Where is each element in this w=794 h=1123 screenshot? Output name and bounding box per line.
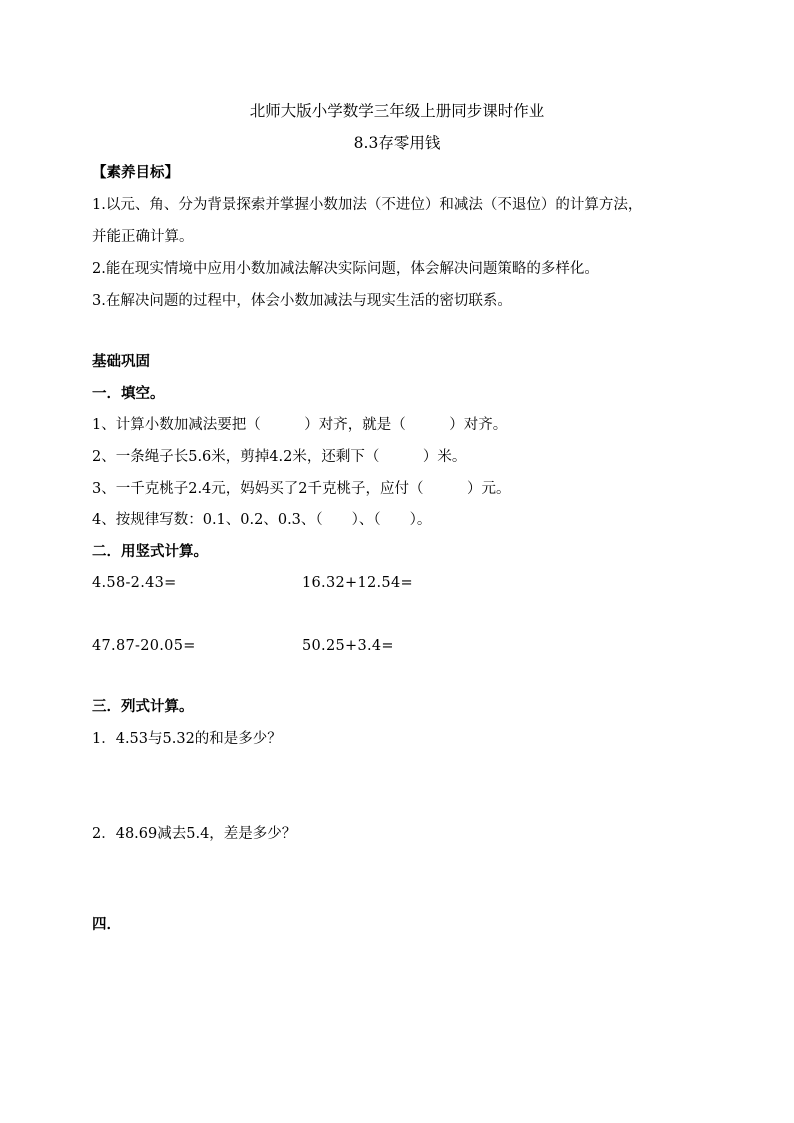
vertical-calc-1: 4.58-2.43= [92, 575, 177, 591]
page-subtitle: 8.3存零用钱 [353, 134, 441, 152]
basics-heading: 基础巩固 [92, 353, 150, 370]
goal-item-2: 2.能在现实情境中应用小数加减法解决实际问题，体会解决问题策略的多样化。 [92, 261, 599, 277]
word-problem-2: 2．48.69减去5.4，差是多少？ [92, 826, 297, 842]
fill-blank-question-4: 4、按规律写数：0.1、0.2、0.3、（ ）、（ ）。 [92, 512, 432, 528]
vertical-calc-4: 50.25+3.4= [302, 638, 394, 654]
page-title: 北师大版小学数学三年级上册同步课时作业 [249, 102, 545, 120]
vertical-calc-3: 47.87-20.05= [92, 638, 196, 654]
goal-item-3: 3.在解决问题的过程中，体会小数加减法与现实生活的密切联系。 [92, 293, 512, 309]
goal-item-1-line-2: 并能正确计算。 [92, 229, 194, 245]
goals-heading: 【素养目标】 [92, 164, 179, 181]
section-4-heading: 四． [92, 916, 121, 933]
fill-blank-question-3: 3、一千克桃子2.4元，妈妈买了2千克桃子，应付（ ）元。 [92, 481, 511, 497]
fill-blank-question-1: 1、计算小数加减法要把（ ）对齐，就是（ ）对齐。 [92, 417, 508, 433]
section-2-heading: 二．用竖式计算。 [92, 543, 208, 560]
goal-item-1-line-1: 1.以元、角、分为背景探索并掌握小数加法（不进位）和减法（不退位）的计算方法， [92, 197, 643, 213]
vertical-calc-2: 16.32+12.54= [302, 575, 413, 591]
word-problem-1: 1．4.53与5.32的和是多少？ [92, 731, 282, 747]
section-1-heading: 一．填空。 [92, 385, 165, 402]
section-3-heading: 三．列式计算。 [92, 698, 194, 715]
fill-blank-question-2: 2、一条绳子长5.6米，剪掉4.2米，还剩下（ ）米。 [92, 449, 467, 465]
